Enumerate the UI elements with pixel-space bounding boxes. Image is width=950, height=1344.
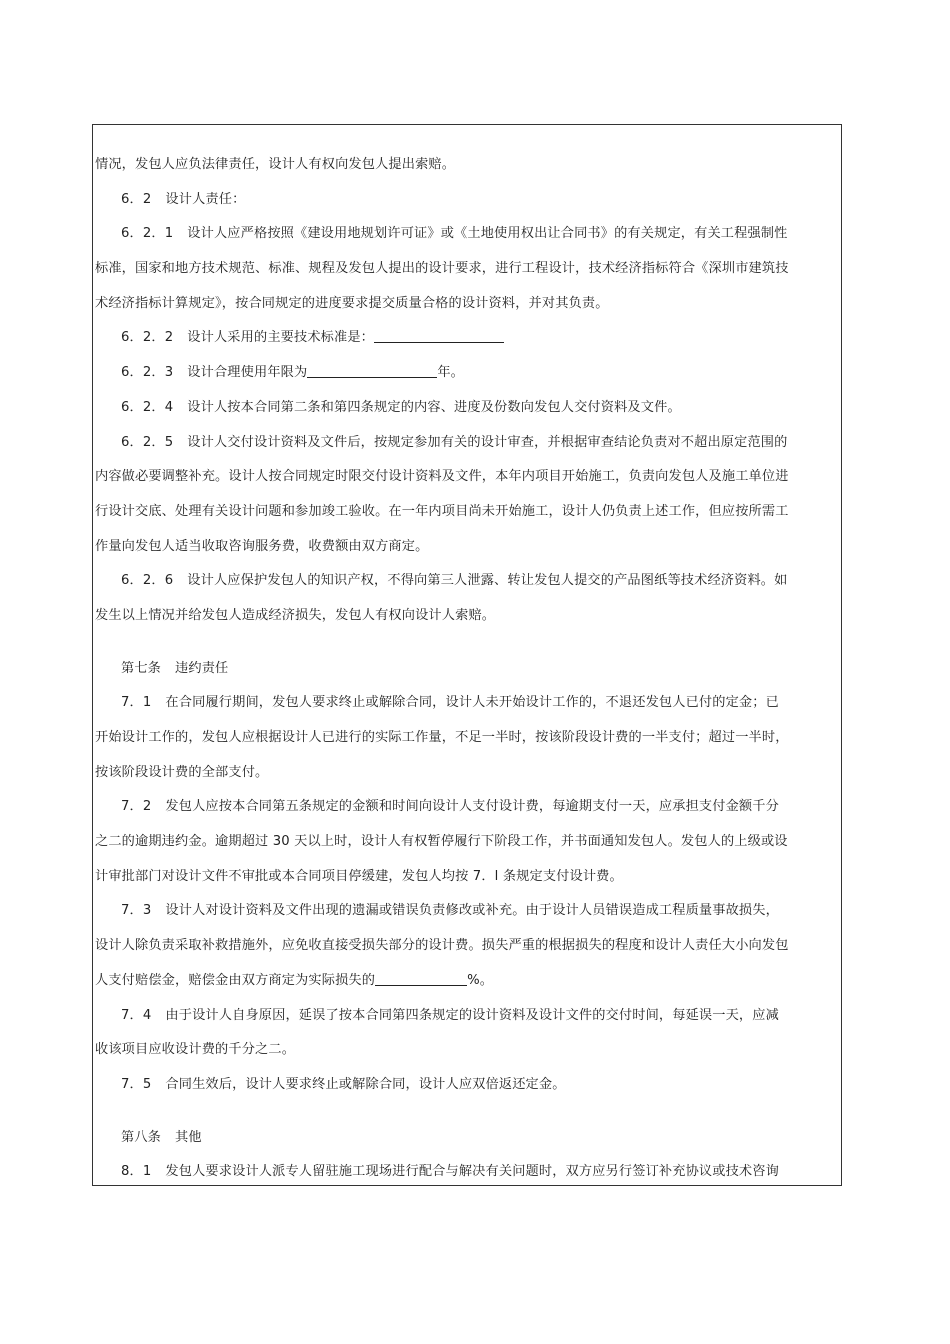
clause-text: 人支付赔偿金，赔偿金由双方商定为实际损失的 <box>95 972 376 988</box>
clause-number: 6．2．3 <box>121 365 174 381</box>
clause-7-4-line1 <box>93 999 842 1034</box>
clause-6-2-5-line1 <box>93 426 842 461</box>
clause-7-3-line3 <box>93 964 842 999</box>
section-6-2 <box>93 183 842 218</box>
fill-in-blank[interactable] <box>307 364 437 378</box>
article-number: 第八条 <box>121 1129 162 1145</box>
clause-6-2-5-line3 <box>93 495 842 530</box>
clause-7-2-line2 <box>93 825 842 860</box>
clause-number: 6．2．5 <box>121 434 174 450</box>
clause-7-3-line1 <box>93 894 842 929</box>
clause-number: 7．3 <box>121 903 152 919</box>
clause-6-2-5-line4 <box>93 530 842 565</box>
article-title: 其他 <box>175 1129 202 1145</box>
clause-text: 发包人应按本合同第五条规定的金额和时间向设计人支付设计费，每逾期支付一天，应承担支付金额千分 <box>165 799 779 815</box>
clause-number: 6．2．1 <box>121 226 174 242</box>
clause-text: 设计人应严格按照《建设用地规划许可证》或《土地使用权出让合同书》的有关规定，有关工程强制性 <box>187 226 788 242</box>
spacer <box>93 634 842 652</box>
clause-text: 设计合理使用年限为 <box>187 365 308 381</box>
clause-text: 术经济指标计算规定》，按合同规定的进度要求提交质量合格的设计资料，并对其负责。 <box>95 295 609 311</box>
clause-text: 收该项目应收设计费的千分之二。 <box>95 1042 296 1058</box>
clause-8-1-line1 <box>93 1155 842 1186</box>
clause-number: 7．2 <box>121 799 152 815</box>
clause-number: 6．2．6 <box>121 573 174 589</box>
clause-text: 在合同履行期间，发包人要求终止或解除合同，设计人未开始设计工作的，不退还发包人已付的定金；已 <box>165 695 779 711</box>
clause-7-1-line1 <box>93 686 842 721</box>
article-8-heading <box>93 1121 842 1156</box>
clause-suffix: 年。 <box>437 365 465 381</box>
clause-text: 计审批部门对设计文件不审批或本合同项目停缓建，发包人均按 7．l 条规定支付设计费。 <box>95 868 623 884</box>
clause-text: 设计人责任： <box>165 191 246 207</box>
clause-7-3-line2 <box>93 929 842 964</box>
clause-6-2-4 <box>93 391 842 426</box>
clause-text: 设计人对设计资料及文件出现的遗漏或错误负责修改或补充。由于设计人员错误造成工程质量事故损失， <box>165 903 779 919</box>
clause-suffix: %。 <box>467 972 494 988</box>
clause-text: 合同生效后，设计人要求终止或解除合同，设计人应双倍返还定金。 <box>165 1076 566 1092</box>
clause-text: 行设计交底、处理有关设计问题和参加竣工验收。在一年内项目尚未开始施工，设计人仍负责上述工作，但应按所需工 <box>95 503 789 519</box>
clause-7-1-line3 <box>93 756 842 791</box>
clause-7-2-line1 <box>93 790 842 825</box>
clause-7-1-line2 <box>93 721 842 756</box>
fill-in-blank[interactable] <box>374 329 504 343</box>
clause-7-5 <box>93 1068 842 1103</box>
clause-number: 7．5 <box>121 1076 152 1092</box>
clause-text: 按该阶段设计费的全部支付。 <box>95 764 269 780</box>
clause-6-2-1-line3 <box>93 287 842 322</box>
clause-text: 设计人按本合同第二条和第四条规定的内容、进度及份数向发包人交付资料及文件。 <box>187 399 681 415</box>
clause-text: 标准，国家和地方技术规范、标准、规程及发包人提出的设计要求，进行工程设计，技术经济指标符合《深圳市建筑技 <box>95 261 789 277</box>
text: 情况，发包人应负法律责任，设计人有权向发包人提出索赔。 <box>95 157 456 172</box>
clause-6-2-5-line2 <box>93 460 842 495</box>
clause-6-2-6-line2 <box>93 599 842 634</box>
clause-6-2-2 <box>93 321 842 356</box>
clause-number: 6．2．4 <box>121 399 174 415</box>
clause-text: 内容做必要调整补充。设计人按合同规定时限交付设计资料及文件，本年内项目开始施工，负责向发包人及施工单位进 <box>95 469 789 485</box>
clause-text: 发生以上情况并给发包人造成经济损失，发包人有权向设计人索赔。 <box>95 607 496 623</box>
clause-number: 7．1 <box>121 695 152 711</box>
clause-6-2-3 <box>93 356 842 391</box>
clause-text: 设计人除负责采取补救措施外，应免收直接受损失部分的设计费。损失严重的根据损失的程度和设计人责任大小向发包 <box>95 938 789 954</box>
clause-text: 发包人要求设计人派专人留驻施工现场进行配合与解决有关问题时，双方应另行签订补充协议或技术咨询 <box>165 1164 779 1180</box>
article-number: 第七条 <box>121 660 162 676</box>
clause-text: 设计人采用的主要技术标准是： <box>187 330 375 346</box>
clause-text: 设计人应保护发包人的知识产权，不得向第三人泄露、转让发包人提交的产品图纸等技术经济资料。如 <box>187 573 788 589</box>
clause-6-2-6-line1 <box>93 564 842 599</box>
document-body <box>93 148 842 1186</box>
article-7-heading <box>93 652 842 687</box>
clause-number: 7．4 <box>121 1007 152 1023</box>
paragraph-continuation <box>93 148 842 183</box>
spacer <box>93 1103 842 1121</box>
clause-number: 6．2 <box>121 191 152 207</box>
clause-text: 由于设计人自身原因，延误了按本合同第四条规定的设计资料及设计文件的交付时间，每延误一天，应减 <box>165 1007 779 1023</box>
fill-in-blank[interactable] <box>375 972 467 986</box>
article-title: 违约责任 <box>175 660 229 676</box>
clause-7-2-line3 <box>93 860 842 895</box>
clause-text: 设计人交付设计资料及文件后，按规定参加有关的设计审查，并根据审查结论负责对不超出原定范围的 <box>187 434 788 450</box>
document-frame <box>92 124 842 1186</box>
clause-text: 开始设计工作的，发包人应根据设计人已进行的实际工作量，不足一半时，按该阶段设计费的一半支付；超过一半时， <box>95 730 789 745</box>
clause-6-2-1-line1 <box>93 217 842 252</box>
clause-7-4-line2 <box>93 1033 842 1068</box>
clause-6-2-1-line2 <box>93 252 842 287</box>
clause-text: 之二的逾期违约金。逾期超过 30 天以上时，设计人有权暂停履行下阶段工作，并书面通知发包人。发包人的上级或设 <box>95 834 788 850</box>
clause-number: 8．1 <box>121 1164 152 1180</box>
clause-text: 作量向发包人适当收取咨询服务费，收费额由双方商定。 <box>95 538 429 554</box>
clause-number: 6．2．2 <box>121 330 174 346</box>
